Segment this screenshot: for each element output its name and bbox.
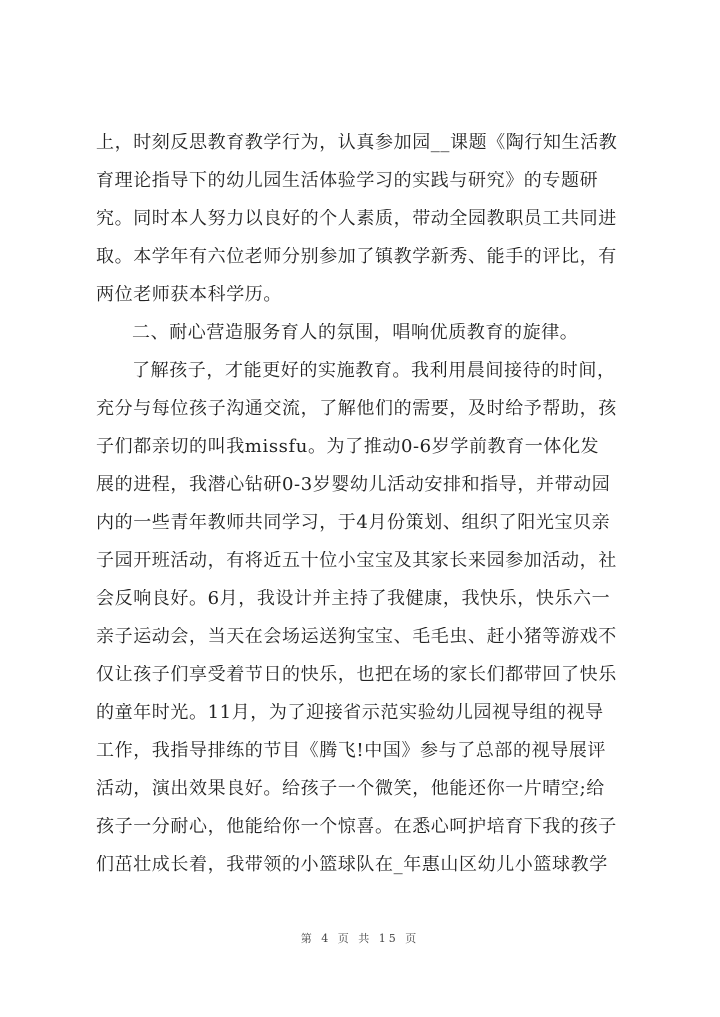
text-line: 充分与每位孩子沟通交流，了解他们的需要，及时给予帮助，孩 — [96, 399, 617, 419]
text-line: 取。本学年有六位老师分别参加了镇教学新秀、能手的评比，有 — [96, 247, 617, 267]
text-line: 仅让孩子们享受着节日的快乐，也把在场的家长们都带回了快乐 — [96, 665, 617, 685]
text-line: 的童年时光。11月，为了迎接省示范实验幼儿园视导组的视导 — [96, 703, 604, 723]
page-footer: 第 4 页 共 15 页 — [300, 932, 420, 945]
text-line: 内的一些青年教师共同学习，于4月份策划、组织了阳光宝贝亲 — [96, 513, 611, 533]
text-line: 展的进程，我潜心钻研0-3岁婴幼儿活动安排和指导，并带动园 — [96, 475, 611, 495]
text-line: 会反响良好。6月，我设计并主持了我健康，我快乐，快乐六一 — [96, 589, 611, 609]
text-line: 上，时刻反思教育教学行为，认真参加园__课题《陶行知生活教 — [96, 133, 618, 153]
text-line: 究。同时本人努力以良好的个人素质，带动全园教职员工共同进 — [96, 209, 617, 229]
text-line: 工作，我指导排练的节目《腾飞!中国》参与了总部的视导展评 — [96, 741, 607, 761]
text-line: 活动，演出效果良好。给孩子一个微笑，他能还你一片晴空;给 — [96, 779, 605, 799]
section-heading: 二、耐心营造服务育人的氛围，唱响优质教育的旋律。 — [132, 323, 579, 343]
text-line: 两位老师获本科学历。 — [96, 285, 282, 305]
text-line: 孩子一分耐心，他能给你一个惊喜。在悉心呵护培育下我的孩子 — [96, 817, 617, 837]
text-line: 子们都亲切的叫我missfu。为了推动0-6岁学前教育一体化发 — [96, 437, 600, 457]
text-line: 了解孩子，才能更好的实施教育。我利用晨间接待的时间， — [132, 361, 616, 381]
text-line: 们茁壮成长着，我带领的小篮球队在_年惠山区幼儿小篮球教学 — [96, 855, 608, 875]
text-line: 亲子运动会，当天在会场运送狗宝宝、毛毛虫、赶小猪等游戏不 — [96, 627, 617, 647]
text-line: 子园开班活动，有将近五十位小宝宝及其家长来园参加活动，社 — [96, 551, 617, 571]
text-line: 育理论指导下的幼儿园生活体验学习的实践与研究》的专题研 — [96, 171, 599, 191]
